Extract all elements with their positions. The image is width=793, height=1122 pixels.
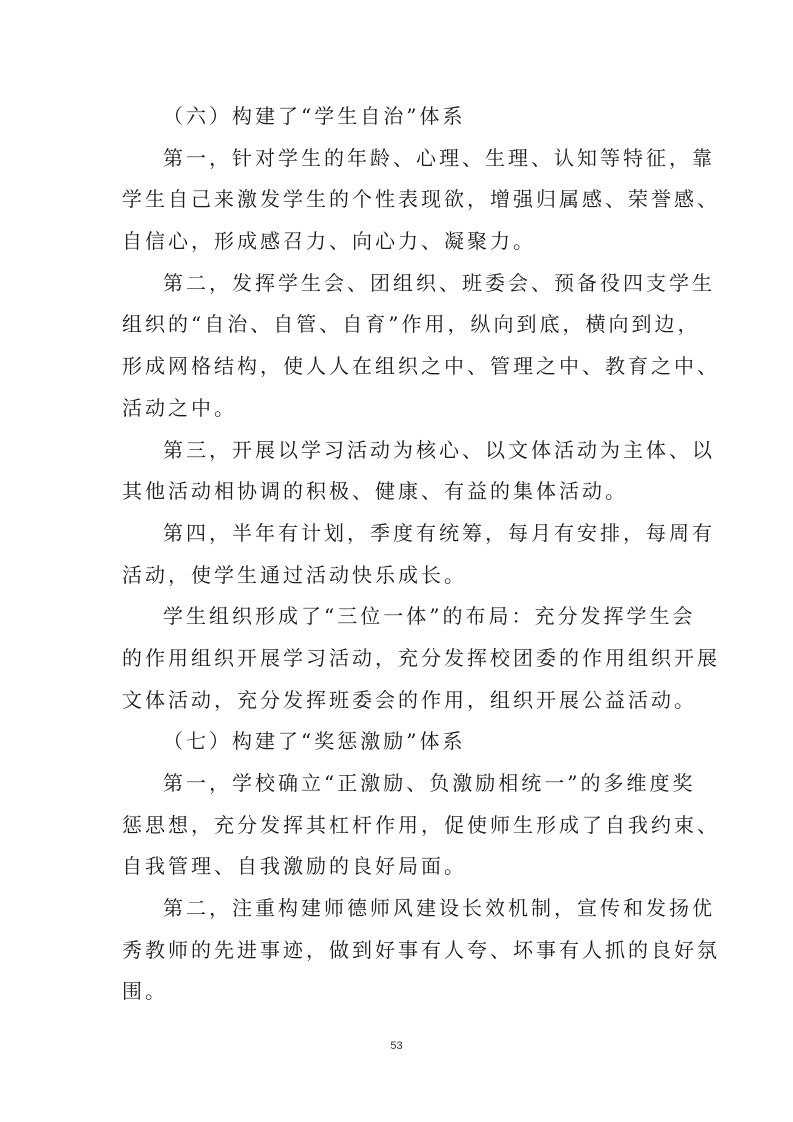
paragraph-line: 第四，半年有计划，季度有统筹，每月有安排，每周有 (163, 521, 715, 545)
paragraph-line: 秀教师的先进事迹，做到好事有人夸、坏事有人抓的良好氛 (122, 938, 720, 962)
paragraph-line: 自信心，形成感召力、向心力、凝聚力。 (122, 229, 536, 253)
paragraph-line: 第三，开展以学习活动为核心、以文体活动为主体、以 (163, 438, 715, 462)
paragraph-line: 学生自己来激发学生的个性表现欲，增强归属感、荣誉感、 (122, 187, 720, 211)
paragraph-line: 第一，针对学生的年龄、心理、生理、认知等特征，靠 (163, 146, 715, 170)
paragraph-line: 文体活动，充分发挥班委会的作用，组织开展公益活动。 (122, 688, 697, 712)
paragraph-line: 活动之中。 (122, 396, 237, 420)
paragraph-line: 第二，发挥学生会、团组织、班委会、预备役四支学生 (163, 271, 715, 295)
paragraph-line: 形成网格结构，使人人在组织之中、管理之中、教育之中、 (122, 354, 720, 378)
paragraph-line: 围。 (122, 979, 168, 1003)
paragraph-line: 的作用组织开展学习活动，充分发挥校团委的作用组织开展 (122, 646, 720, 670)
paragraph-line: 第一，学校确立“正激励、负激励相统一”的多维度奖 (163, 771, 696, 795)
paragraph-line: 学生组织形成了“三位一体”的布局：充分发挥学生会 (163, 604, 696, 628)
paragraph-line: 自我管理、自我激励的良好局面。 (122, 854, 467, 878)
paragraph-line: 活动，使学生通过活动快乐成长。 (122, 563, 467, 587)
paragraph-line: 惩思想，充分发挥其杠杆作用，促使师生形成了自我约束、 (122, 813, 720, 837)
section-heading-7: （七）构建了“奖惩激励”体系 (163, 729, 466, 753)
section-heading-6: （六）构建了“学生自治”体系 (163, 104, 466, 128)
page-number: 53 (390, 1040, 403, 1052)
paragraph-line: 第二，注重构建师德师风建设长效机制，宣传和发扬优 (163, 896, 715, 920)
paragraph-line: 其他活动相协调的积极、健康、有益的集体活动。 (122, 479, 628, 503)
paragraph-line: 组织的“自治、自管、自育”作用，纵向到底，横向到边， (122, 312, 701, 336)
